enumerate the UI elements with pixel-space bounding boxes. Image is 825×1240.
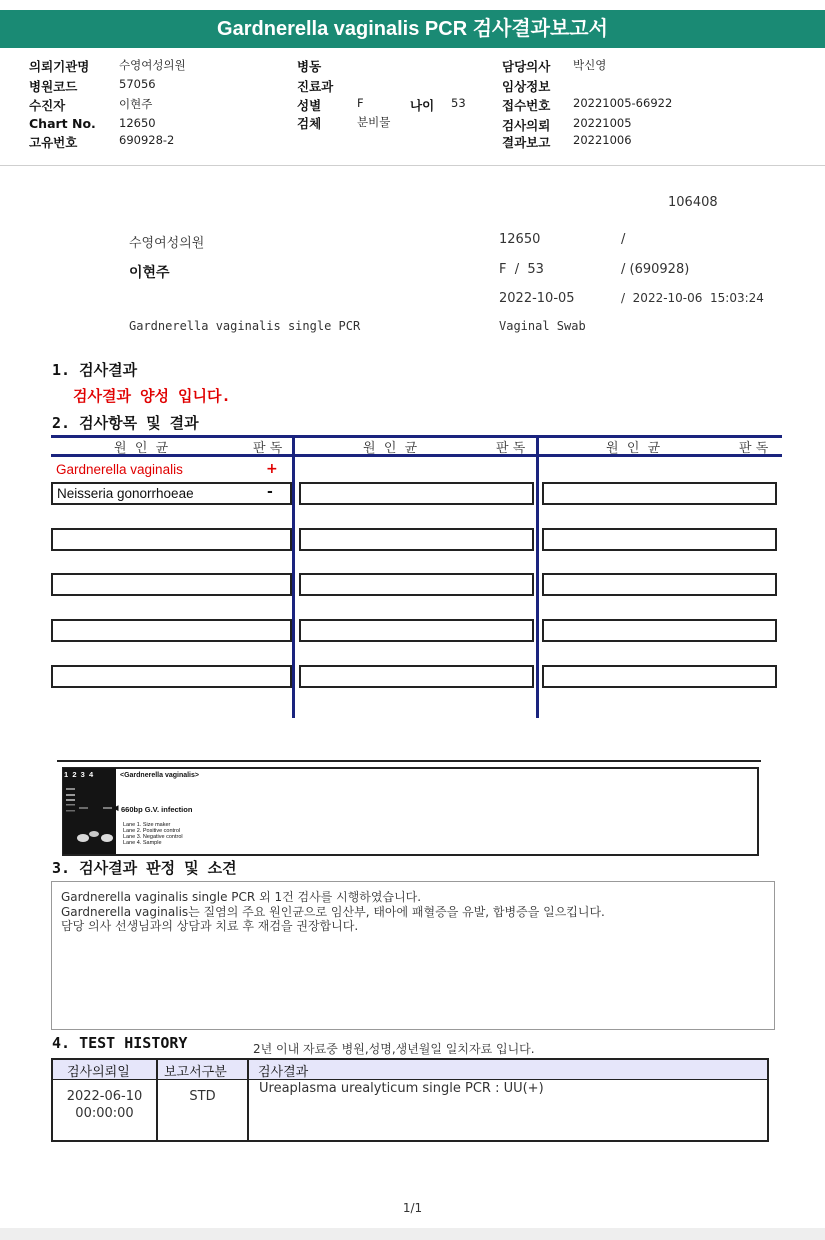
result-cell (542, 665, 777, 688)
label-clinical-info: 임상정보 (502, 79, 551, 94)
result-organism-1: Gardnerella vaginalis (56, 462, 183, 477)
label-request-date: 검사의뢰 (502, 118, 551, 133)
value-specimen: 분비물 (357, 115, 391, 129)
section-3-title: 3. 검사결과 판정 및 소견 (52, 859, 237, 877)
section-4-title: 4. TEST HISTORY (52, 1034, 188, 1052)
label-doctor: 담당의사 (502, 59, 551, 74)
result-cell (51, 665, 292, 688)
label-unique-no: 고유번호 (29, 135, 78, 150)
history-row-date: 2022-06-10 (66, 1089, 143, 1104)
gel-bands-graphic (63, 768, 119, 854)
result-cell (542, 482, 777, 505)
result-organism-2: Neisseria gonorrhoeae (57, 486, 194, 501)
summary-patient-name: 이현주 (129, 265, 170, 281)
summary-request-date: 2022-10-05 (499, 291, 575, 306)
result-cell (51, 573, 292, 596)
col-judgement-3: 판 독 (739, 441, 769, 456)
opinion-line-2: Gardnerella vaginalis는 질염의 주요 원인균으로 임산부, 태아에 패혈증을 유발, 합병증을 일으킵니다. (61, 905, 605, 919)
history-col-divider-2 (247, 1060, 249, 1140)
gel-top-rule (57, 760, 761, 762)
result-table-divider-2 (536, 435, 539, 718)
label-patient: 수진자 (29, 98, 66, 113)
col-organism-1: 원 인 균 (114, 441, 169, 456)
history-row-time: 00:00:00 (75, 1106, 134, 1121)
history-header-type: 보고서구분 (164, 1065, 227, 1080)
header-divider (0, 165, 825, 166)
result-cell (542, 573, 777, 596)
history-note: 2년 이내 자료중 병원,성명,생년월일 일치자료 입니다. (253, 1042, 535, 1056)
value-report-date: 20221006 (573, 133, 632, 147)
label-specimen: 검체 (297, 116, 322, 131)
value-age: 53 (451, 96, 466, 110)
result-positive-message: 검사결과 양성 입니다. (73, 387, 231, 405)
history-header-result: 검사결과 (258, 1065, 309, 1080)
summary-hospital: 수영여성의원 (129, 236, 205, 251)
page-number: 1/1 (402, 1201, 423, 1215)
gel-legend-4: Lane 4. Sample (123, 840, 162, 846)
value-institution: 수영여성의원 (119, 58, 186, 72)
summary-birth: / (690928) (621, 262, 690, 277)
summary-specimen: Vaginal Swab (499, 319, 586, 333)
summary-chart-no: 12650 (499, 232, 541, 247)
result-cell (51, 619, 292, 642)
col-judgement-2: 판 독 (496, 441, 526, 456)
label-age: 나이 (410, 98, 435, 113)
result-cell (51, 528, 292, 551)
label-hospital-code: 병원코드 (29, 79, 78, 94)
history-row-result: Ureaplasma urealyticum single PCR : UU(+) (259, 1081, 544, 1096)
opinion-line-1: Gardnerella vaginalis single PCR 외 1건 검사를 시행하였습니다. (61, 890, 422, 904)
label-sex: 성별 (297, 98, 322, 113)
label-ward: 병동 (297, 59, 322, 74)
gel-legend-1: Lane 1. Size maker (123, 822, 171, 828)
result-cell (299, 665, 534, 688)
result-cell (299, 619, 534, 642)
value-receipt-no: 20221005-66922 (573, 96, 673, 110)
value-hospital-code: 57056 (119, 77, 156, 91)
result-cell (299, 482, 534, 505)
result-mark-1: + (266, 461, 278, 477)
value-unique-no: 690928-2 (119, 133, 175, 147)
summary-report-datetime: / 2022-10-06 15:03:24 (621, 291, 764, 305)
value-patient: 이현주 (119, 97, 153, 111)
page-footer-bar (0, 1228, 825, 1240)
label-receipt-no: 접수번호 (502, 98, 551, 113)
section-2-title: 2. 검사항목 및 결과 (52, 414, 199, 432)
value-sex: F (357, 96, 364, 110)
gel-band-label: 660bp G.V. infection (121, 805, 193, 814)
history-table-header (53, 1060, 767, 1080)
gel-electrophoresis-image (63, 768, 119, 854)
label-department: 진료과 (297, 79, 334, 94)
label-institution: 의뢰기관명 (29, 59, 90, 74)
history-row-type: STD (189, 1089, 216, 1104)
gel-band-arrow-icon: ◀ (113, 805, 119, 812)
result-mark-2: - (267, 484, 273, 500)
summary-slash: / (621, 232, 626, 247)
col-organism-3: 원 인 균 (606, 441, 661, 456)
opinion-line-3: 담당 의사 선생님과의 상담과 치료 후 재검을 권장합니다. (61, 919, 359, 933)
value-doctor: 박신영 (573, 58, 607, 72)
gel-title: <Gardnerella vaginalis> (120, 772, 199, 779)
result-cell (542, 619, 777, 642)
label-report-date: 결과보고 (502, 135, 551, 150)
gel-legend-2: Lane 2. Positive control (123, 828, 181, 834)
col-judgement-1: 판 독 (253, 441, 283, 456)
gel-legend-3: Lane 3. Negative control (123, 834, 183, 840)
summary-sex-age: F / 53 (499, 262, 544, 277)
result-cell (299, 528, 534, 551)
result-cell (542, 528, 777, 551)
result-table-divider-1 (292, 435, 295, 718)
value-chart-no: 12650 (119, 116, 156, 130)
summary-test-name: Gardnerella vaginalis single PCR (129, 319, 361, 333)
section-1-title: 1. 검사결과 (52, 361, 138, 379)
value-request-date: 20221005 (573, 116, 632, 130)
report-title: Gardnerella vaginalis PCR 검사결과보고서 (0, 10, 825, 48)
result-cell (299, 573, 534, 596)
gel-lane-numbers: 1 2 3 4 (64, 770, 94, 779)
history-header-date: 검사의뢰일 (67, 1065, 130, 1080)
report-code: 106408 (668, 195, 718, 210)
col-organism-2: 원 인 균 (363, 441, 418, 456)
label-chart-no: Chart No. (29, 116, 96, 131)
